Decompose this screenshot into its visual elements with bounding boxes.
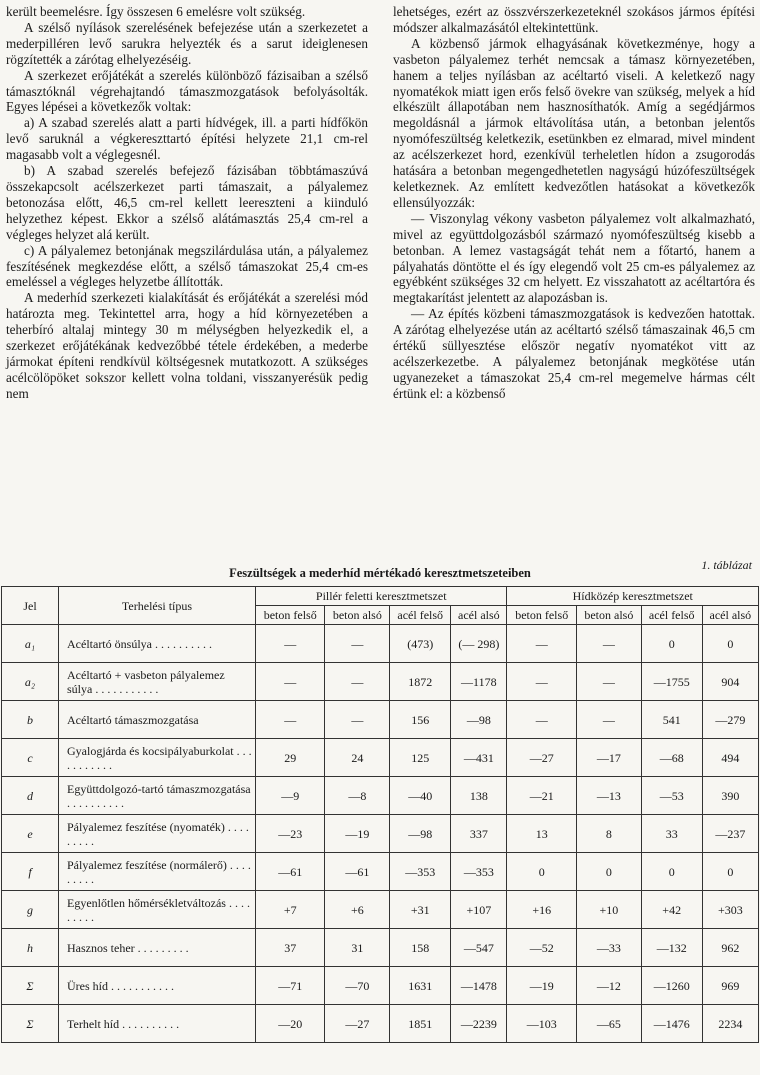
table-cell: —	[507, 701, 576, 739]
table-cell: 0	[641, 853, 702, 891]
row-load-type: Acéltartó önsúlya . . . . . . . . . .	[59, 625, 256, 663]
table-row	[2, 967, 759, 1005]
table-cell: +31	[390, 891, 451, 929]
table-cell: —1178	[451, 663, 507, 701]
table-cell: 158	[390, 929, 451, 967]
table-cell: —68	[641, 739, 702, 777]
header-load-type: Terhelési típus	[59, 587, 256, 625]
row-load-type: Egyenlőtlen hőmérsékletváltozás . . . . . . . . .	[59, 891, 256, 929]
subheader-cell: acél alsó	[451, 606, 507, 625]
table-row	[2, 929, 759, 967]
table-cell: 37	[256, 929, 325, 967]
table-cell: —19	[325, 815, 390, 853]
table-cell: —1755	[641, 663, 702, 701]
table-cell: 125	[390, 739, 451, 777]
table-cell: —132	[641, 929, 702, 967]
row-symbol: f	[2, 853, 59, 891]
paragraph: A mederhíd szerkezeti kialakítását és erőjátékát a szerelési mód határozta meg. Tekintettel arra, hogy a híd környezetében a teherbíró altalaj mintegy 30 m mélységben helyezkedik el, a szerkezet erőjátékának kedvezőbbé tétele érdekében, a mederbe jármokat építeni rendkívül költségesnek mutatkozott. A szükséges acélcölöpöket sokszor kellett volna toldani, visszanyerésük pedig nem	[6, 290, 368, 401]
table-cell: —98	[451, 701, 507, 739]
table-cell: 33	[641, 815, 702, 853]
table-cell: —103	[507, 1005, 576, 1043]
paragraph: — Az építés közbeni támaszmozgatások is kedvezően hatottak. A zárótag elhelyezése után az acéltartó szélső támaszainak 46,5 cm értékű süllyesztése először negatív nyomatékot vitt az acélszerkezetbe. A pályalemez betonjának megkötése után ugyanezeket a támaszokat 25,4 cm-rel megemelve hármas célt értünk el: a közbenső	[393, 306, 755, 401]
table-cell: —	[576, 625, 641, 663]
table-cell: —353	[451, 853, 507, 891]
table-row	[2, 815, 759, 853]
row-symbol: e	[2, 815, 59, 853]
table-row	[2, 739, 759, 777]
subheader-cell: acél felső	[390, 606, 451, 625]
row-load-type: Acéltartó + vasbeton pályalemez súlya . . . . . . . . . . .	[59, 663, 256, 701]
table-cell: 904	[702, 663, 758, 701]
table-cell: —	[507, 625, 576, 663]
table-cell: +107	[451, 891, 507, 929]
table-cell: —70	[325, 967, 390, 1005]
table-row	[2, 625, 759, 663]
table-number: 1. táblázat	[701, 558, 752, 572]
table-row	[2, 891, 759, 929]
subheader-cell: beton alsó	[576, 606, 641, 625]
table-cell: 1851	[390, 1005, 451, 1043]
table-cell: 390	[702, 777, 758, 815]
table-row	[2, 663, 759, 701]
row-load-type: Gyalogjárda és kocsipályaburkolat . . . . . . . . . . .	[59, 739, 256, 777]
table-cell: —61	[325, 853, 390, 891]
header-jel: Jel	[2, 587, 59, 625]
table-cell: —9	[256, 777, 325, 815]
table-cell: 2234	[702, 1005, 758, 1043]
table-cell: —17	[576, 739, 641, 777]
subheader-cell: beton felső	[507, 606, 576, 625]
row-symbol: h	[2, 929, 59, 967]
table-cell: —40	[390, 777, 451, 815]
table-cell: +7	[256, 891, 325, 929]
row-load-type: Üres híd . . . . . . . . . . .	[59, 967, 256, 1005]
table-cell: —	[507, 663, 576, 701]
table-cell: +16	[507, 891, 576, 929]
paragraph: b) A szabad szerelés befejező fázisában többtámaszúvá összekapcsolt acélszerkezet parti támaszait, a pályalemez betonozása előtt, 46,5 cm-rel kellett leereszteni a kiinduló helyzethez képest. Ekkor a szélső alátámasztás 25,4 cm-rel a végleges helyzet alá került.	[6, 163, 368, 242]
table-cell: —27	[325, 1005, 390, 1043]
paragraph: került beemelésre. Így összesen 6 emelésre volt szükség.	[6, 4, 306, 19]
paragraph: A közbenső jármok elhagyásának következménye, hogy a vasbeton pályalemez terhét nemcsak a támasz környezetében, hanem a teljes nyílásban az acéltartó viseli. A keletkező nagy nyomatékok miatt igen erős felső övekre van szükség, melyek a híd elkészült állapotában nem hasznosíthatók. Amíg a segédjármos megoldásnál a jármok eltávolítása után, a betonban jelentős nyomófeszültség keletkezik, esetünkben ez elmarad, mivel mindent az acélszerkezet hord, ezenkívül terheletlen hídon a zsugorodás hatására a betonban megengedhetetlen nagyságú húzófeszültségek keletkeznek. Az említett kedvezőtlen hatásokat a következők ellensúlyozzák:	[393, 35, 755, 210]
table-cell: —279	[702, 701, 758, 739]
paragraph: — Viszonylag vékony vasbeton pályalemez volt alkalmazható, mivel az együttdolgozásból származó nyomófeszültség kisebb a betonban. A lemez vastagságát tehát nem a főtartó, hanem a pályahatás döntötte el és így elegendő volt 25 cm-es pályalemez az egyébként szükséges 32 cm helyett. Ez visszahatott az acéltartóra és megtakarítást jelentett az alapozásban is.	[393, 210, 755, 306]
table-cell: 31	[325, 929, 390, 967]
table-cell: 541	[641, 701, 702, 739]
table-cell: —27	[507, 739, 576, 777]
paragraph: c) A pályalemez betonjának megszilárdulása után, a pályalemez feszítésének megkezdése előtt, a szélső támaszokat 25,4 cm-es emeléssel a végleges helyzetbe állították.	[6, 242, 368, 290]
row-symbol: Σ	[2, 1005, 59, 1043]
table-cell: —	[256, 625, 325, 663]
table-cell: —353	[390, 853, 451, 891]
table-row	[2, 1005, 759, 1043]
table-cell: —1476	[641, 1005, 702, 1043]
table-cell: —19	[507, 967, 576, 1005]
table-cell: —237	[702, 815, 758, 853]
table-cell: 0	[576, 853, 641, 891]
header-pillar-section: Pillér feletti keresztmetszet	[256, 587, 507, 606]
row-symbol: Σ	[2, 967, 59, 1005]
table-cell: 962	[702, 929, 758, 967]
table-cell: 0	[507, 853, 576, 891]
table-cell: —33	[576, 929, 641, 967]
row-symbol: a₂	[2, 663, 59, 701]
row-symbol: c	[2, 739, 59, 777]
subheader-cell: acél alsó	[702, 606, 758, 625]
table-caption: Feszültségek a mederhíd mértékadó keresztmetszeteiben	[229, 566, 531, 580]
table-cell: —21	[507, 777, 576, 815]
table-cell: 494	[702, 739, 758, 777]
row-load-type: Együttdolgozó-tartó támaszmozgatása . . . . . . . . . .	[59, 777, 256, 815]
paragraph: A szerkezet erőjátékát a szerelés különböző fázisaiban a szélső támasztóknál végrehajtandó támaszmozgatások befolyásolták. Egyes lépései a következők voltak:	[6, 67, 368, 115]
table-cell: 0	[702, 853, 758, 891]
table-cell: 24	[325, 739, 390, 777]
table-cell: —	[325, 625, 390, 663]
row-load-type: Hasznos teher . . . . . . . . .	[59, 929, 256, 967]
header-midspan-section: Hídközép keresztmetszet	[507, 587, 759, 606]
table-cell: —61	[256, 853, 325, 891]
paragraph: a) A szabad szerelés alatt a parti hídvégek, ill. a parti hídfőkön levő saruknál a végkereszttartó építési helyzete 21,1 cm-rel magasabb volt a véglegesnél.	[6, 115, 368, 163]
table-row	[2, 701, 759, 739]
row-symbol: a₁	[2, 625, 59, 663]
table-cell: —431	[451, 739, 507, 777]
table-cell: —	[325, 663, 390, 701]
subheader-cell: beton alsó	[325, 606, 390, 625]
table-cell: —	[576, 701, 641, 739]
table-cell: +303	[702, 891, 758, 929]
table-cell: 969	[702, 967, 758, 1005]
table-cell: 138	[451, 777, 507, 815]
row-symbol: d	[2, 777, 59, 815]
subheader-cell: beton felső	[256, 606, 325, 625]
table-cell: —2239	[451, 1005, 507, 1043]
table-cell: 0	[641, 625, 702, 663]
row-load-type: Terhelt híd . . . . . . . . . .	[59, 1005, 256, 1043]
table-cell: —53	[641, 777, 702, 815]
table-cell: 1872	[390, 663, 451, 701]
table-cell: —98	[390, 815, 451, 853]
row-load-type: Pályalemez feszítése (nyomaték) . . . . . . . . .	[59, 815, 256, 853]
table-cell: —52	[507, 929, 576, 967]
table-cell: 13	[507, 815, 576, 853]
left-text-column	[6, 4, 368, 402]
table-cell: —12	[576, 967, 641, 1005]
table-cell: —	[576, 663, 641, 701]
paragraph: A szélső nyílások szerelésének befejezése után a szerkezetet a mederpilléren levő sarukra helyezték és a sarut ideiglenesen rögzítették a zárótag elhelyezéséig.	[6, 19, 368, 67]
table-cell: —13	[576, 777, 641, 815]
table-cell: —	[325, 701, 390, 739]
table-cell: 0	[702, 625, 758, 663]
stress-table	[1, 586, 759, 1043]
table-cell: —	[256, 701, 325, 739]
row-symbol: g	[2, 891, 59, 929]
row-symbol: b	[2, 701, 59, 739]
table-cell: —	[256, 663, 325, 701]
table-cell: (— 298)	[451, 625, 507, 663]
table-cell: —1478	[451, 967, 507, 1005]
table-cell: 1631	[390, 967, 451, 1005]
table-cell: —23	[256, 815, 325, 853]
table-cell: 29	[256, 739, 325, 777]
table-cell: +42	[641, 891, 702, 929]
table-cell: 156	[390, 701, 451, 739]
table-cell: +10	[576, 891, 641, 929]
row-load-type: Pályalemez feszítése (normálerő) . . . . . . . . .	[59, 853, 256, 891]
table-row	[2, 853, 759, 891]
table-cell: —20	[256, 1005, 325, 1043]
subheader-cell: acél felső	[641, 606, 702, 625]
table-cell: 337	[451, 815, 507, 853]
right-text-column	[393, 4, 755, 402]
table-cell: (473)	[390, 625, 451, 663]
row-load-type: Acéltartó támaszmozgatása	[59, 701, 256, 739]
table-row	[2, 777, 759, 815]
table-cell: —547	[451, 929, 507, 967]
table-cell: —71	[256, 967, 325, 1005]
table-cell: 8	[576, 815, 641, 853]
paragraph: lehetséges, ezért az összvérszerkezeteknél szokásos jármos építési módszer alkalmazásától eltekintettünk.	[393, 4, 755, 35]
table-cell: —1260	[641, 967, 702, 1005]
table-cell: +6	[325, 891, 390, 929]
table-cell: —8	[325, 777, 390, 815]
table-cell: —65	[576, 1005, 641, 1043]
